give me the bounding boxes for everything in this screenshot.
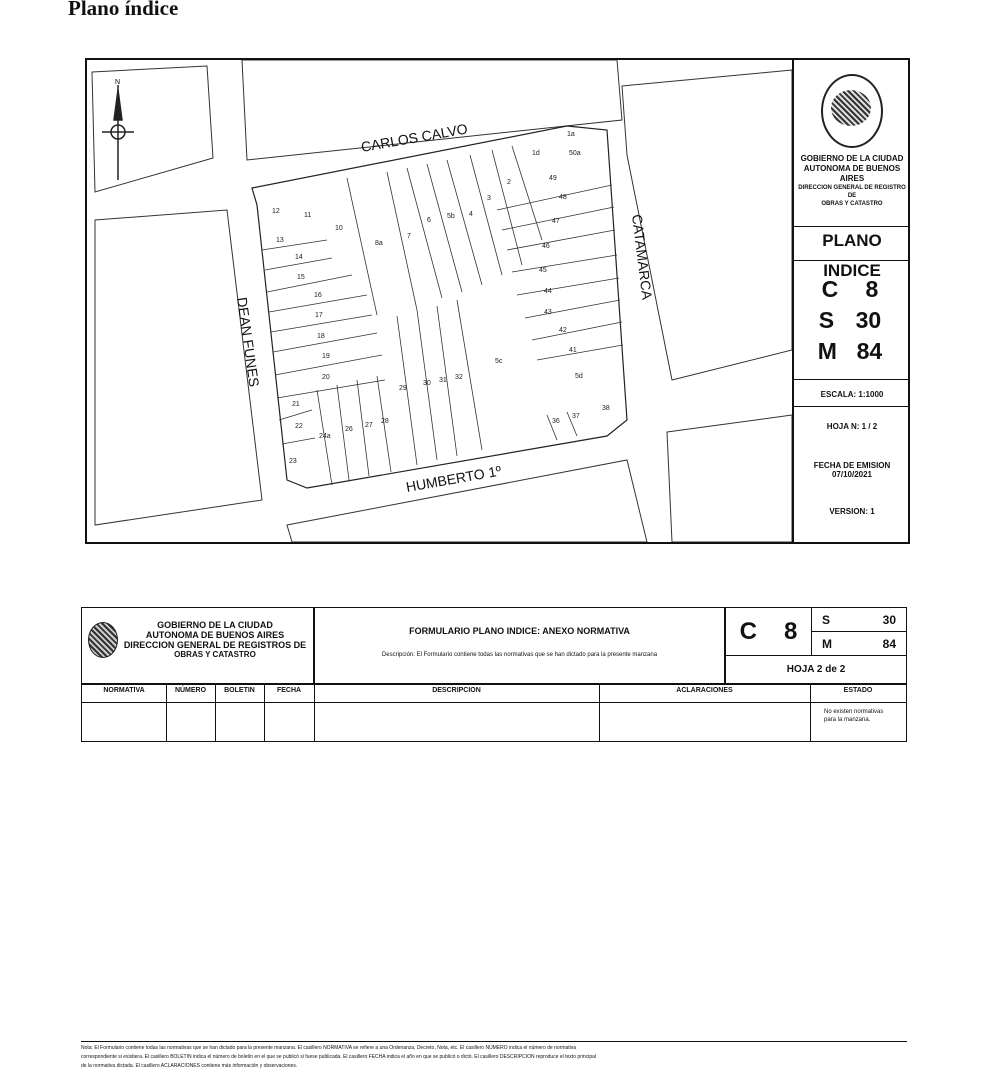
compass-n-label: N <box>115 79 121 86</box>
csm-box <box>794 260 910 380</box>
svg-text:22: 22 <box>295 423 303 430</box>
col-boletin: BOLETIN <box>224 687 255 694</box>
page-title: Plano índice <box>68 0 179 20</box>
svg-text:19: 19 <box>322 353 330 360</box>
version-label: VERSION: 1 <box>829 507 875 516</box>
svg-text:20: 20 <box>322 374 330 381</box>
svg-text:10: 10 <box>335 225 343 232</box>
svg-text:47: 47 <box>552 218 560 225</box>
sheet-number: HOJA N: 1 / 2 <box>826 422 878 431</box>
street-south: HUMBERTO 1º <box>404 462 503 495</box>
svg-text:45: 45 <box>539 267 547 274</box>
plan-title-box <box>794 226 910 280</box>
form-title: FORMULARIO PLANO INDICE: ANEXO NORMATIVA <box>409 626 630 636</box>
note-line2: correspondiente si existiera. El casillero BOLETIN indica el número de boletín en el que se publicó si fuese publicada. El casillero FECHA indica el año en que se publicó o dictó. El casillero DESCRIPCION reproduce el texto principal <box>81 1054 596 1060</box>
gov-line3: DIRECCION GENERAL DE REGISTRO DE <box>798 185 906 199</box>
form-description: Descripción: El Formulario contiene todas las normativas que se han dictado para la presente manzana <box>381 652 658 658</box>
footer-notes <box>81 1041 907 1071</box>
svg-text:29: 29 <box>399 385 407 392</box>
col-divider <box>166 683 167 741</box>
scale-box <box>794 380 910 407</box>
svg-text:23: 23 <box>289 458 297 465</box>
form-m-box: M 84 <box>812 632 906 656</box>
svg-text:36: 36 <box>552 418 560 425</box>
svg-text:41: 41 <box>569 347 577 354</box>
block-map-drawing <box>87 60 792 542</box>
m-row: M 84 <box>817 338 883 364</box>
svg-text:15: 15 <box>297 274 305 281</box>
city-seal-icon <box>88 622 118 658</box>
street-north: CARLOS CALVO <box>359 120 469 155</box>
svg-text:31: 31 <box>439 377 447 384</box>
block-map <box>87 60 792 542</box>
form-sheet-number: HOJA 2 de 2 <box>786 664 846 675</box>
form-gov-line4: OBRAS Y CATASTRO <box>174 650 256 659</box>
gov-line1: GOBIERNO DE LA CIUDAD <box>800 154 904 163</box>
gov-line4: OBRAS Y CATASTRO <box>821 201 883 207</box>
svg-text:50a: 50a <box>569 150 581 157</box>
svg-text:37: 37 <box>572 413 580 420</box>
title-block <box>792 60 910 542</box>
issue-date-label: FECHA DE EMISION <box>813 461 891 470</box>
svg-text:4: 4 <box>469 211 473 218</box>
gov-header <box>794 60 910 227</box>
street-east: CATAMARCA <box>629 213 656 301</box>
col-aclaraciones: ACLARACIONES <box>676 687 733 694</box>
svg-text:46: 46 <box>542 243 550 250</box>
note-line3: de la normativa dictada. El casillero ACLARACIONES contiene más información y observaciones. <box>81 1063 298 1069</box>
c-row: C 8 <box>821 276 879 302</box>
col-fecha: FECHA <box>276 687 302 694</box>
col-estado: ESTADO <box>843 687 873 694</box>
svg-text:42: 42 <box>559 327 567 334</box>
svg-text:28: 28 <box>381 418 389 425</box>
estado-value: No existen normativas para la manzana. <box>824 709 884 723</box>
svg-text:30: 30 <box>423 380 431 387</box>
svg-text:16: 16 <box>314 292 322 299</box>
svg-text:5b: 5b <box>447 213 455 220</box>
north-arrow-icon <box>102 85 134 180</box>
normativa-form <box>81 607 907 742</box>
svg-text:7: 7 <box>407 233 411 240</box>
s-row: S 30 <box>818 307 882 333</box>
street-west: DEAN FUNES <box>234 296 263 388</box>
form-gov-line2: AUTONOMA DE BUENOS AIRES <box>145 630 285 640</box>
svg-text:11: 11 <box>304 212 312 219</box>
adjacent-block-se <box>667 415 792 542</box>
gov-line2: AUTONOMA DE BUENOS AIRES <box>803 164 901 183</box>
svg-text:44: 44 <box>544 288 552 295</box>
form-title-box <box>315 608 726 683</box>
svg-text:14: 14 <box>295 254 303 261</box>
col-divider <box>264 683 265 741</box>
note-line1: Nota: El Formulario contiene todas las normativas que se han dictado para la presente manzana. El casillero NORMATIVA se refiere a una Ordenanza, Decreto, Nota, etc. El casillero NÚMERO indica el número de normativa <box>81 1045 577 1051</box>
col-divider <box>215 683 216 741</box>
col-numero: NÚMERO <box>174 687 207 694</box>
svg-text:43: 43 <box>544 309 552 316</box>
svg-text:32: 32 <box>455 374 463 381</box>
col-divider <box>314 683 315 741</box>
col-normativa: NORMATIVA <box>103 687 145 694</box>
form-gov-line3: DIRECCION GENERAL DE REGISTROS DE <box>123 640 307 650</box>
col-divider <box>599 683 600 741</box>
svg-text:5c: 5c <box>495 358 503 365</box>
svg-text:17: 17 <box>315 312 323 319</box>
issue-date: 07/10/2021 <box>831 470 873 479</box>
svg-text:1d: 1d <box>532 150 540 157</box>
svg-text:13: 13 <box>276 237 284 244</box>
svg-text:49: 49 <box>549 175 557 182</box>
svg-text:8a: 8a <box>375 240 383 247</box>
svg-text:1a: 1a <box>567 131 575 138</box>
sheet-info <box>794 406 910 542</box>
svg-text:6: 6 <box>427 217 431 224</box>
form-s-box: S 30 <box>812 608 906 632</box>
form-c-box: C 8 <box>726 608 812 656</box>
adjacent-block-e <box>622 70 792 380</box>
city-seal-icon <box>821 74 883 148</box>
svg-text:27: 27 <box>365 422 373 429</box>
plan-sheet <box>85 58 910 544</box>
adjacent-block-nw <box>92 66 213 192</box>
svg-text:38: 38 <box>602 405 610 412</box>
col-descripcion: DESCRIPCION <box>432 687 481 694</box>
svg-text:26: 26 <box>345 426 353 433</box>
svg-text:48: 48 <box>559 194 567 201</box>
scale-label: ESCALA: 1:1000 <box>820 390 884 399</box>
plan-title: PLANO INDICE <box>822 231 882 280</box>
svg-text:24a: 24a <box>319 433 331 440</box>
svg-text:12: 12 <box>272 208 280 215</box>
col-divider <box>810 683 811 741</box>
form-gov-line1: GOBIERNO DE LA CIUDAD <box>157 620 273 630</box>
form-gov-header <box>82 608 315 683</box>
svg-text:21: 21 <box>292 401 300 408</box>
svg-text:3: 3 <box>487 195 491 202</box>
svg-text:5d: 5d <box>575 373 583 380</box>
adjacent-block-w <box>95 210 262 525</box>
svg-text:18: 18 <box>317 333 325 340</box>
block-outline <box>252 126 627 488</box>
svg-text:2: 2 <box>507 179 511 186</box>
